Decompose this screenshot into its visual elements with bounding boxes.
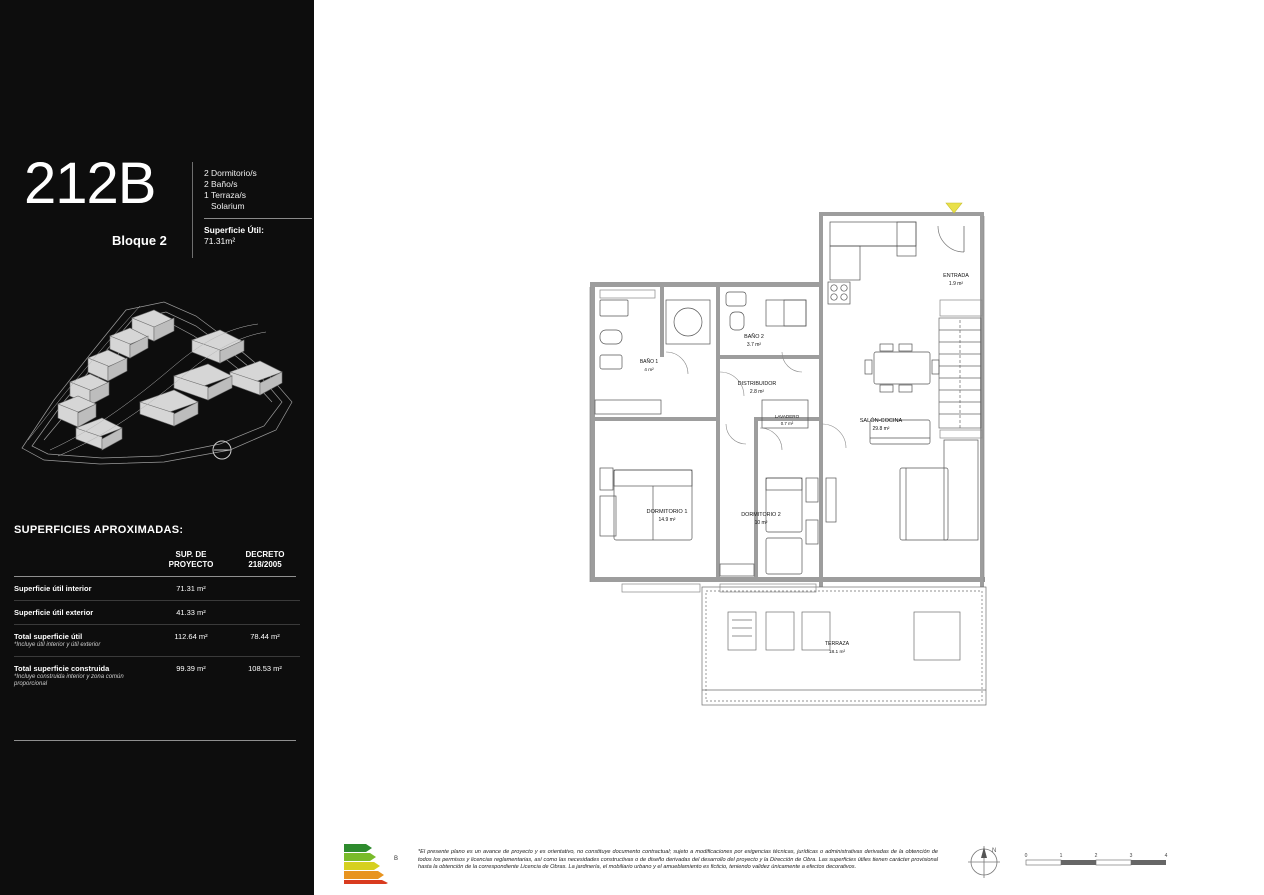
spec-label: Solarium (211, 201, 245, 211)
row-decreto-value: 108.53 m² (248, 663, 282, 673)
room-area-distribuidor: 2.8 m² (749, 389, 765, 395)
useful-surface-label: Superficie Útil: (204, 225, 264, 235)
room-label-salon-cocina: SALÓN-COCINA (859, 418, 903, 424)
scale-bar (1024, 848, 1204, 878)
scale-tick-0: 0 (1024, 853, 1028, 859)
room-area-terraza: 18.1 m² (828, 650, 846, 655)
row-note: *Incluye construida interior y zona común proporcional (14, 673, 124, 687)
spec-count: 1 (204, 190, 209, 200)
row-proyecto-value: 99.39 m² (176, 663, 206, 673)
spec-divider (204, 218, 312, 219)
surfaces-table-header (14, 550, 300, 576)
spec-label: Baño/s (211, 179, 238, 189)
room-label-entrada: ENTRADA (943, 273, 969, 279)
table-row (14, 601, 300, 625)
table-bottom-rule (14, 740, 296, 741)
footer (314, 830, 1264, 895)
row-proyecto-value: 41.33 m² (176, 608, 206, 617)
row-decreto-value: 78.44 m² (250, 632, 280, 641)
room-label-distribuidor: DISTRIBUIDOR (737, 381, 777, 387)
room-area-dormitorio-2: 10 m² (754, 520, 768, 526)
room-label-bano1: BAÑO 1 (639, 359, 659, 365)
room-area-entrada: 1.9 m² (948, 281, 964, 287)
energy-rating-icon (344, 842, 404, 884)
keyplan-compass-icon (207, 435, 237, 465)
spec-label: Terraza/s (211, 190, 246, 200)
row-proyecto-value: 112.64 m² (174, 632, 208, 641)
energy-letter: B (394, 856, 399, 862)
useful-surface-value: 71.31m² (204, 236, 236, 246)
room-area-lavadero: 0.7 m² (780, 421, 794, 426)
unit-code: 212B (24, 151, 156, 216)
north-marker-icon (946, 203, 962, 213)
useful-surface (204, 225, 264, 247)
col-proyecto-header: SUP. DE PROYECTO (168, 550, 214, 569)
spec-item (204, 168, 257, 179)
row-label: Total superficie construida *Incluye construida interior y zona común proporcional (14, 664, 152, 689)
room-label-terraza: TERRAZA (824, 641, 850, 647)
compass-north-letter: N (992, 848, 997, 854)
unit-block-label: Bloque 2 (112, 233, 167, 248)
row-label: Superficie útil interior (14, 584, 92, 593)
header-divider (192, 162, 193, 258)
unit-specs-list (204, 168, 257, 212)
site-keyplan-illustration (14, 280, 300, 490)
room-label-dormitorio-1: DORMITORIO 1 (646, 509, 688, 515)
table-row (14, 657, 300, 695)
spec-count: 2 (204, 179, 209, 189)
legal-disclaimer: *El presente plano es un avance de proyecto y es orientativo, no constituye documento contractual; sujeto a modificaciones por exigencias técnicas, jurídicas o administrativas derivadas de la obtención de todos los permisos y licencias reglamentarias, así como las necesidades constructivas o de diseño derivadas del desarrollo del proyecto y la Dirección de Obra. Las superficies útiles tienen carácter provisional hasta la obtención de la correspondiente Licencia de Obras. La jardinería, el mobiliario urbano y el amueblamiento es ficticio, teniendo validez únicamente a efectos decorativos. (418, 849, 938, 871)
scale-tick-4: 4 (1164, 853, 1168, 859)
spec-count: 2 (204, 168, 209, 178)
col-decreto-header: DECRETO 218/2005 (245, 550, 285, 569)
spec-item (204, 190, 257, 201)
spec-label: Dormitorio/s (211, 168, 257, 178)
floorplan-area (314, 0, 1264, 895)
room-label-bano2: BAÑO 2 (744, 334, 764, 340)
surfaces-table (14, 550, 300, 695)
room-area-bano2: 3.7 m² (746, 342, 762, 348)
row-label: Total superficie útil *Incluye útil interior y útil exterior (14, 632, 152, 650)
room-area-dormitorio-1: 14.9 m² (658, 517, 676, 523)
room-area-salon-cocina: 29.8 m² (872, 426, 890, 432)
compass-icon (962, 840, 1006, 884)
spec-item (204, 179, 257, 190)
scale-tick-3: 3 (1129, 853, 1133, 859)
table-row (14, 625, 300, 657)
room-area-bano1: 4 m² (644, 368, 654, 373)
floorplan-drawing (314, 0, 1264, 895)
unit-header (14, 151, 300, 260)
row-label: Superficie útil exterior (14, 608, 94, 617)
room-label-lavadero: LAVADERO (774, 414, 800, 419)
scale-tick-1: 1 (1059, 853, 1063, 859)
info-sidebar (0, 0, 314, 895)
surfaces-title: SUPERFICIES APROXIMADAS: (14, 524, 184, 536)
spec-item (204, 201, 257, 212)
scale-tick-2: 2 (1094, 853, 1098, 859)
row-proyecto-value: 71.31 m² (176, 584, 206, 593)
table-row (14, 577, 300, 601)
row-note: *Incluye útil interior y útil exterior (14, 642, 101, 648)
room-label-dormitorio-2: DORMITORIO 2 (741, 512, 781, 518)
